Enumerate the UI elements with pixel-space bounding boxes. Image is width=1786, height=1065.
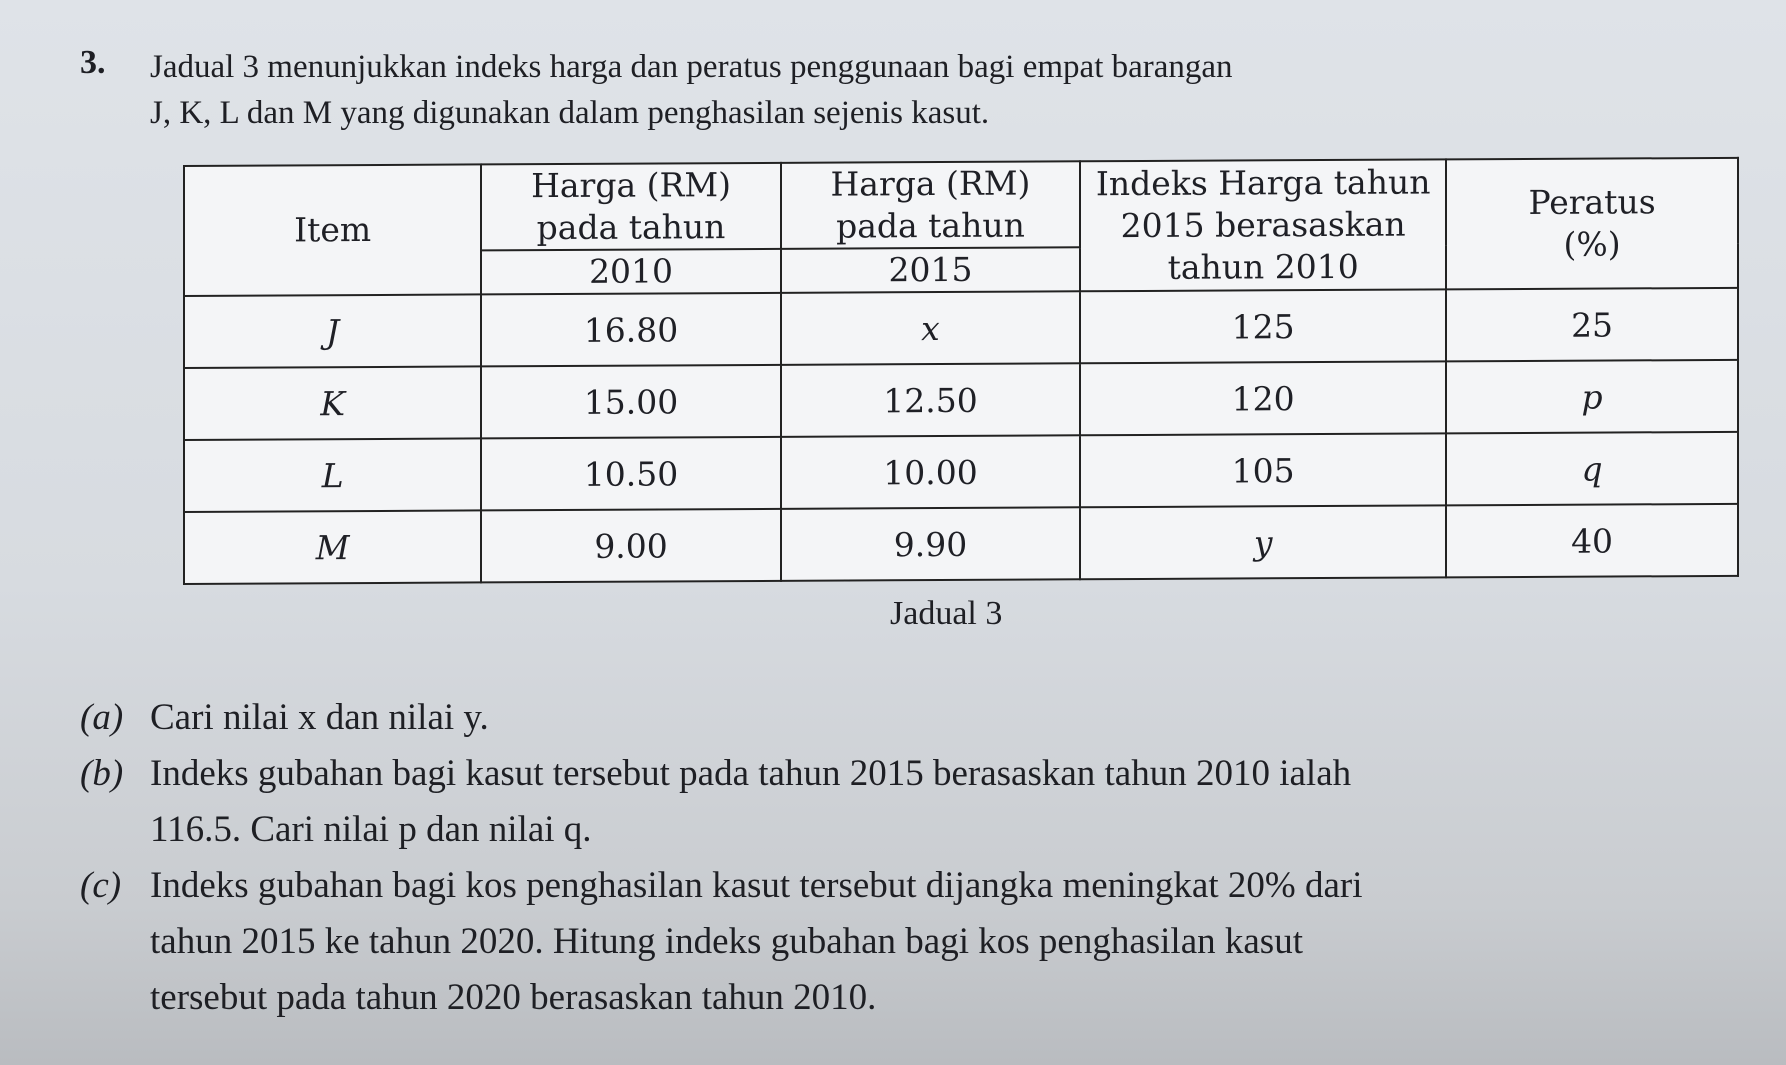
table-caption: Jadual 3 xyxy=(890,595,1003,632)
cell-index: y xyxy=(1080,505,1446,579)
cell-index: 105 xyxy=(1080,433,1446,507)
header-price-2015-label: Harga (RM) pada tahun xyxy=(781,161,1080,249)
cell-percent: 40 xyxy=(1446,504,1738,578)
part-c-line-2: tahun 2015 ke tahun 2020. Hitung indeks gubahan bagi kos penghasilan kasut xyxy=(150,921,1303,962)
cell-index: 120 xyxy=(1080,361,1446,435)
header-price-2010-label: Harga (RM) pada tahun xyxy=(481,163,780,251)
question-intro xyxy=(150,44,1550,136)
cell-index: 125 xyxy=(1080,289,1446,363)
table-row xyxy=(184,432,1738,512)
part-a-label: (a) xyxy=(80,697,124,738)
table-row xyxy=(184,288,1738,368)
part-a-line-1: Cari nilai x dan nilai y. xyxy=(150,697,489,738)
cell-percent: 25 xyxy=(1446,288,1738,362)
cell-price-2015: 9.90 xyxy=(781,507,1080,581)
intro-line-1: Jadual 3 menunjukkan indeks harga dan peratus penggunaan bagi empat barangan xyxy=(150,49,1233,85)
part-c-line-1: Indeks gubahan bagi kos penghasilan kasut tersebut dijangka meningkat 20% dari xyxy=(150,865,1363,906)
part-c xyxy=(60,858,1710,1026)
header-item: Item xyxy=(184,164,481,296)
part-c-label: (c) xyxy=(80,865,122,906)
table-header-row-1 xyxy=(184,158,1738,252)
header-price-index: Indeks Harga tahun 2015 berasaskan tahun 2010 xyxy=(1080,159,1446,291)
cell-item: K xyxy=(184,366,481,440)
price-index-table-container xyxy=(183,157,1739,585)
cell-price-2010: 9.00 xyxy=(481,509,780,583)
cell-price-2010: 16.80 xyxy=(481,293,780,367)
part-c-line-3: tersebut pada tahun 2020 berasaskan tahun 2010. xyxy=(150,977,877,1018)
table-row xyxy=(184,504,1738,584)
cell-percent: q xyxy=(1446,432,1738,506)
part-b-line-1: Indeks gubahan bagi kasut tersebut pada tahun 2015 berasaskan tahun 2010 ialah xyxy=(150,753,1352,794)
table-row xyxy=(184,360,1738,440)
header-year-2015: 2015 xyxy=(781,247,1080,293)
header-year-2010: 2010 xyxy=(481,249,780,295)
cell-price-2010: 10.50 xyxy=(481,437,780,511)
cell-price-2015: 10.00 xyxy=(781,435,1080,509)
question-number: 3. xyxy=(80,44,106,81)
header-percent: Peratus (%) xyxy=(1446,158,1738,290)
question-parts xyxy=(60,690,1710,1026)
part-a xyxy=(60,690,1710,746)
cell-percent: p xyxy=(1446,360,1738,434)
cell-item: M xyxy=(184,510,481,584)
part-b xyxy=(60,746,1710,858)
intro-line-2: J, K, L dan M yang digunakan dalam penghasilan sejenis kasut. xyxy=(150,95,990,131)
cell-price-2015: 12.50 xyxy=(781,363,1080,437)
price-index-table xyxy=(183,157,1739,585)
part-b-label: (b) xyxy=(80,753,124,794)
cell-item: L xyxy=(184,438,481,512)
cell-price-2010: 15.00 xyxy=(481,365,780,439)
cell-item: J xyxy=(184,294,481,368)
part-b-line-2: 116.5. Cari nilai p dan nilai q. xyxy=(150,809,592,850)
cell-price-2015: x xyxy=(781,291,1080,365)
